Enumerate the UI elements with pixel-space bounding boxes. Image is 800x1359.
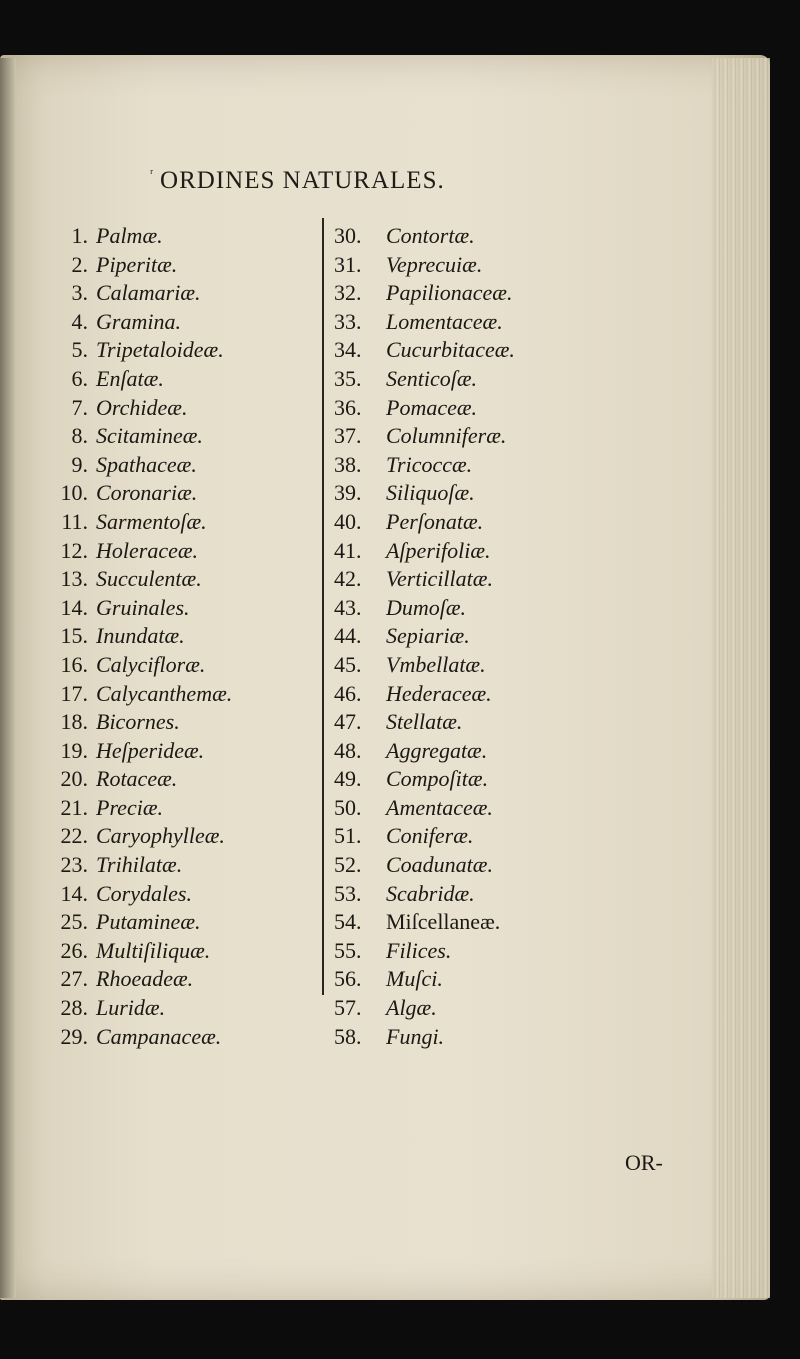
order-name: Piperitæ. <box>96 251 178 277</box>
order-name: Putamineæ. <box>96 909 201 935</box>
order-number: 38. <box>334 451 362 477</box>
order-entry <box>334 765 674 794</box>
order-number: 5. <box>71 337 88 363</box>
order-name: Orchideæ. <box>96 394 188 420</box>
order-entry <box>334 680 674 709</box>
order-number: 53. <box>334 880 362 906</box>
order-number: 28. <box>60 995 88 1021</box>
order-number: 13. <box>60 566 88 592</box>
order-number: 52. <box>334 852 362 878</box>
order-number: 2. <box>71 251 88 277</box>
order-entry <box>334 851 674 880</box>
order-name: Vmbellatæ. <box>386 651 486 677</box>
order-number: 21. <box>60 794 88 820</box>
order-number: 37. <box>334 423 362 449</box>
order-name: Calycanthemæ. <box>96 680 233 706</box>
order-name: Scabridæ. <box>386 880 475 906</box>
order-number: 6. <box>71 365 88 391</box>
right-column <box>334 222 674 1051</box>
order-number: 51. <box>334 823 362 849</box>
order-name: Holeraceæ. <box>96 537 199 563</box>
order-entry <box>334 622 674 651</box>
order-entry <box>334 222 674 251</box>
order-entry <box>40 336 310 365</box>
order-number: 35. <box>334 365 362 391</box>
order-name: Papilionaceæ. <box>386 280 513 306</box>
order-number: 45. <box>334 651 362 677</box>
order-entry <box>40 565 310 594</box>
order-entry <box>40 908 310 937</box>
order-number: 31. <box>334 251 362 277</box>
order-number: 9. <box>71 451 88 477</box>
order-name: Calycifloræ. <box>96 651 206 677</box>
order-entry <box>334 1023 674 1052</box>
order-entry <box>40 308 310 337</box>
order-number: 7. <box>71 394 88 420</box>
order-entry <box>40 965 310 994</box>
order-number: 49. <box>334 766 362 792</box>
order-entry <box>40 765 310 794</box>
order-entry <box>334 365 674 394</box>
order-name: Palmæ. <box>96 223 163 248</box>
order-number: 23. <box>60 852 88 878</box>
order-entry <box>40 737 310 766</box>
order-number: 56. <box>334 966 362 992</box>
order-number: 14. <box>60 594 88 620</box>
order-number: 47. <box>334 709 362 735</box>
order-number: 57. <box>334 995 362 1021</box>
order-number: 42. <box>334 566 362 592</box>
order-name: Trihilatæ. <box>96 852 183 878</box>
order-name: Verticillatæ. <box>386 566 493 592</box>
order-name: Heſperideæ. <box>96 737 205 763</box>
order-entry <box>334 737 674 766</box>
order-entry <box>40 279 310 308</box>
order-entry <box>334 708 674 737</box>
order-name: Corydales. <box>96 880 192 906</box>
order-entry <box>40 822 310 851</box>
order-name: Spathaceæ. <box>96 451 197 477</box>
order-entry <box>334 794 674 823</box>
order-entry <box>40 851 310 880</box>
order-name: Inundatæ. <box>96 623 185 649</box>
order-name: Columniferæ. <box>386 423 507 449</box>
order-entry <box>334 908 674 937</box>
order-name: Succulentæ. <box>96 566 202 592</box>
order-number: 14. <box>60 880 88 906</box>
order-name: Hederaceæ. <box>386 680 492 706</box>
order-name: Pomaceæ. <box>386 394 478 420</box>
order-entry <box>334 965 674 994</box>
order-number: 19. <box>60 737 88 763</box>
order-name: Lomentaceæ. <box>386 308 503 334</box>
order-entry <box>334 308 674 337</box>
order-entry <box>334 479 674 508</box>
page-header <box>150 167 570 207</box>
order-name: Gramina. <box>96 308 181 334</box>
order-name: Coniferæ. <box>386 823 474 849</box>
order-name: Tripetaloideæ. <box>96 337 224 363</box>
order-name: Perſonatæ. <box>386 508 484 534</box>
order-entry <box>334 822 674 851</box>
catchword: OR- <box>625 1150 663 1175</box>
order-name: Enſatæ. <box>96 365 164 391</box>
order-name: Multiſiliquæ. <box>96 937 211 963</box>
order-name: Preciæ. <box>96 794 163 820</box>
order-number: 54. <box>334 909 362 935</box>
order-entry <box>40 880 310 909</box>
order-number: 18. <box>60 709 88 735</box>
order-entry <box>40 251 310 280</box>
page-edges-right <box>712 58 770 1298</box>
order-entry <box>334 508 674 537</box>
order-number: 39. <box>334 480 362 506</box>
order-number: 40. <box>334 508 362 534</box>
order-number: 32. <box>334 280 362 306</box>
order-entry <box>40 622 310 651</box>
order-number: 20. <box>60 766 88 792</box>
order-name: Siliquoſæ. <box>386 480 475 506</box>
order-number: 50. <box>334 794 362 820</box>
order-number: 8. <box>71 423 88 449</box>
order-entry <box>334 336 674 365</box>
order-number: 58. <box>334 1023 362 1049</box>
order-entry <box>334 279 674 308</box>
order-entry <box>334 937 674 966</box>
order-entry <box>40 1023 310 1052</box>
order-name: Dumoſæ. <box>386 594 467 620</box>
order-name: Aggregatæ. <box>386 737 488 763</box>
order-entry <box>40 651 310 680</box>
order-entry <box>334 594 674 623</box>
order-number: 30. <box>334 223 362 248</box>
order-name: Rotaceæ. <box>96 766 178 792</box>
order-entry <box>40 479 310 508</box>
order-number: 11. <box>61 508 88 534</box>
order-number: 1. <box>71 223 88 248</box>
order-entry <box>334 451 674 480</box>
order-entry <box>40 994 310 1023</box>
order-name: Fungi. <box>386 1023 445 1049</box>
order-entry <box>334 651 674 680</box>
order-number: 29. <box>60 1023 88 1049</box>
order-entry <box>334 422 674 451</box>
order-number: 33. <box>334 308 362 334</box>
order-entry <box>40 594 310 623</box>
order-entry <box>334 394 674 423</box>
order-entry <box>334 537 674 566</box>
order-name: Luridæ. <box>96 995 166 1021</box>
order-entry <box>40 937 310 966</box>
order-name: Stellatæ. <box>386 709 463 735</box>
order-entry <box>40 537 310 566</box>
order-number: 43. <box>334 594 362 620</box>
order-name: Miſcellaneæ. <box>386 909 501 935</box>
order-entry <box>40 422 310 451</box>
order-name: Algæ. <box>386 995 437 1021</box>
order-number: 10. <box>60 480 88 506</box>
order-number: 16. <box>60 651 88 677</box>
order-name: Campanaceæ. <box>96 1023 222 1049</box>
order-entry <box>40 680 310 709</box>
order-number: 25. <box>60 909 88 935</box>
order-entry <box>40 708 310 737</box>
order-entry <box>40 508 310 537</box>
order-name: Rhoeadeæ. <box>96 966 194 992</box>
order-entry <box>40 794 310 823</box>
order-name: Bicornes. <box>96 709 180 735</box>
page-title: ORDINES NATURALES. <box>160 167 445 194</box>
order-number: 15. <box>60 623 88 649</box>
order-name: Filices. <box>386 937 452 963</box>
order-number: 17. <box>60 680 88 706</box>
order-number: 34. <box>334 337 362 363</box>
order-entry <box>334 880 674 909</box>
order-entry <box>334 994 674 1023</box>
order-name: Senticoſæ. <box>386 365 478 391</box>
order-number: 41. <box>334 537 362 563</box>
order-number: 55. <box>334 937 362 963</box>
order-name: Tricoccæ. <box>386 451 473 477</box>
order-number: 27. <box>60 966 88 992</box>
column-divider <box>322 218 324 995</box>
order-entry <box>40 222 310 251</box>
order-number: 3. <box>71 280 88 306</box>
order-entry <box>40 365 310 394</box>
order-number: 4. <box>71 308 88 334</box>
order-name: Calamariæ. <box>96 280 201 306</box>
order-number: 12. <box>60 537 88 563</box>
order-name: Compoſitæ. <box>386 766 489 792</box>
order-name: Coadunatæ. <box>386 852 493 878</box>
order-name: Veprecuiæ. <box>386 251 483 277</box>
order-name: Cucurbitaceæ. <box>386 337 515 363</box>
order-name: Contortæ. <box>386 223 475 248</box>
order-entry <box>334 565 674 594</box>
order-name: Muſci. <box>386 966 443 992</box>
page-edge-left <box>0 58 16 1298</box>
order-number: 22. <box>60 823 88 849</box>
order-number: 48. <box>334 737 362 763</box>
order-name: Caryophylleæ. <box>96 823 225 849</box>
order-name: Gruinales. <box>96 594 190 620</box>
order-number: 44. <box>334 623 362 649</box>
order-name: Coronariæ. <box>96 480 198 506</box>
order-name: Aſperifoliæ. <box>386 537 491 563</box>
order-entry <box>40 451 310 480</box>
header-mark: ʳ <box>150 167 155 182</box>
order-name: Amentaceæ. <box>386 794 493 820</box>
left-column <box>40 222 310 1051</box>
order-number: 26. <box>60 937 88 963</box>
order-name: Sepiariæ. <box>386 623 470 649</box>
order-name: Scitamineæ. <box>96 423 203 449</box>
order-number: 46. <box>334 680 362 706</box>
order-name: Sarmentoſæ. <box>96 508 207 534</box>
order-entry <box>40 394 310 423</box>
order-entry <box>334 251 674 280</box>
order-number: 36. <box>334 394 362 420</box>
